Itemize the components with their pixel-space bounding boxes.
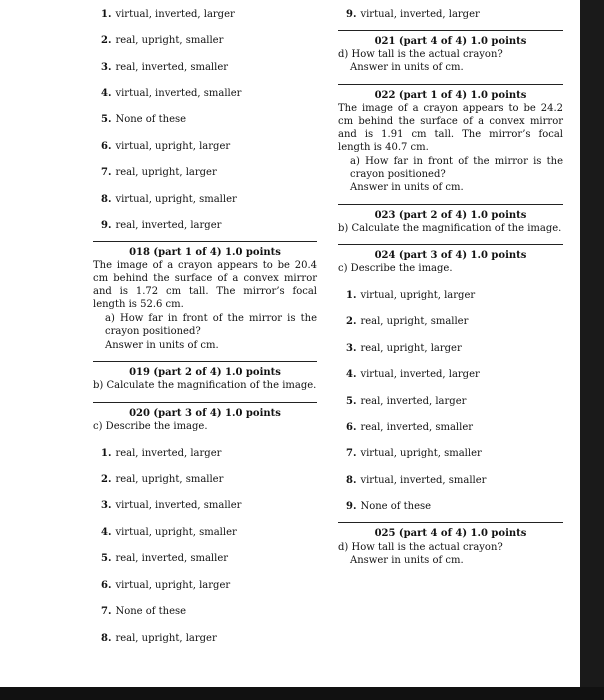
section-divider	[338, 204, 563, 205]
problem-question-023: b) Calculate the magnification of the image.	[338, 223, 562, 234]
problem-question-019: b) Calculate the magnification of the image.	[93, 380, 317, 391]
choice-item: 8. virtual, upright, smaller	[101, 194, 237, 205]
problem-header-019: 019 (part 2 of 4) 1.0 points	[129, 367, 281, 378]
choice-item: 6. virtual, upright, larger	[101, 141, 231, 152]
problem-header-023: 023 (part 2 of 4) 1.0 points	[374, 210, 527, 221]
choice-item: 4. virtual, inverted, larger	[346, 369, 480, 380]
answer-units: Answer in units of cm.	[350, 182, 464, 193]
problem-body-018: The image of a crayon appears to be 20.4 cm behind the surface of a convex mirror and is 1.72 cm tall. The mirror’s focal length is 52.6 cm.	[93, 260, 317, 310]
section-divider	[93, 241, 317, 242]
choice-item: 7. real, upright, larger	[101, 167, 217, 178]
answer-units: Answer in units of cm.	[350, 62, 464, 73]
choice-item: 7. virtual, upright, smaller	[346, 448, 482, 459]
problem-header-018: 018 (part 1 of 4) 1.0 points	[129, 247, 281, 258]
choice-item: 5. real, inverted, smaller	[101, 553, 229, 564]
problem-question-018: a) How far in front of the mirror is the crayon positioned?	[105, 313, 317, 337]
problem-header-021: 021 (part 4 of 4) 1.0 points	[374, 36, 527, 47]
choice-item: 2. real, upright, smaller	[101, 35, 224, 46]
problem-question-025: d) How tall is the actual crayon?	[338, 542, 503, 553]
problem-question-022: a) How far in front of the mirror is the crayon positioned?	[350, 156, 563, 180]
choice-item: 4. virtual, upright, smaller	[101, 527, 237, 538]
choice-item: 9. real, inverted, larger	[101, 220, 222, 231]
problem-header-020: 020 (part 3 of 4) 1.0 points	[129, 408, 281, 419]
choice-item: 3. real, inverted, smaller	[101, 62, 229, 73]
section-divider	[93, 402, 317, 403]
choice-item: 9. virtual, inverted, larger	[346, 9, 480, 20]
problem-question-021: d) How tall is the actual crayon?	[338, 49, 503, 60]
problem-body-022: The image of a crayon appears to be 24.2 cm behind the surface of a convex mirror and is 1.91 cm tall. The mirror’s focal length is 40.7 cm.	[338, 103, 563, 153]
choice-item: 9. None of these	[346, 501, 432, 512]
choice-item: 8. real, upright, larger	[101, 633, 217, 644]
choice-item: 3. real, upright, larger	[346, 343, 462, 354]
problem-header-022: 022 (part 1 of 4) 1.0 points	[374, 90, 527, 101]
section-divider	[338, 244, 563, 245]
section-divider	[93, 361, 317, 362]
choice-item: 5. None of these	[101, 114, 187, 125]
choice-item: 5. real, inverted, larger	[346, 396, 467, 407]
section-divider	[338, 84, 563, 85]
section-divider	[338, 522, 563, 523]
choice-item: 4. virtual, inverted, smaller	[101, 88, 242, 99]
choice-item: 1. real, inverted, larger	[101, 448, 222, 459]
choice-item: 2. real, upright, smaller	[101, 474, 224, 485]
problem-question-020: c) Describe the image.	[93, 421, 208, 432]
choice-item: 7. None of these	[101, 606, 187, 617]
choice-item: 8. virtual, inverted, smaller	[346, 475, 487, 486]
choice-item: 2. real, upright, smaller	[346, 316, 469, 327]
choice-item: 1. virtual, upright, larger	[346, 290, 476, 301]
section-divider	[338, 30, 563, 31]
answer-units: Answer in units of cm.	[350, 555, 464, 566]
problem-header-025: 025 (part 4 of 4) 1.0 points	[374, 528, 527, 539]
problem-header-024: 024 (part 3 of 4) 1.0 points	[374, 250, 527, 261]
answer-units: Answer in units of cm.	[105, 340, 219, 351]
choice-item: 6. virtual, upright, larger	[101, 580, 231, 591]
choice-item: 1. virtual, inverted, larger	[101, 9, 235, 20]
choice-item: 3. virtual, inverted, smaller	[101, 500, 242, 511]
choice-item: 6. real, inverted, smaller	[346, 422, 474, 433]
window-bottom-edge	[0, 687, 604, 700]
problem-question-024: c) Describe the image.	[338, 263, 453, 274]
